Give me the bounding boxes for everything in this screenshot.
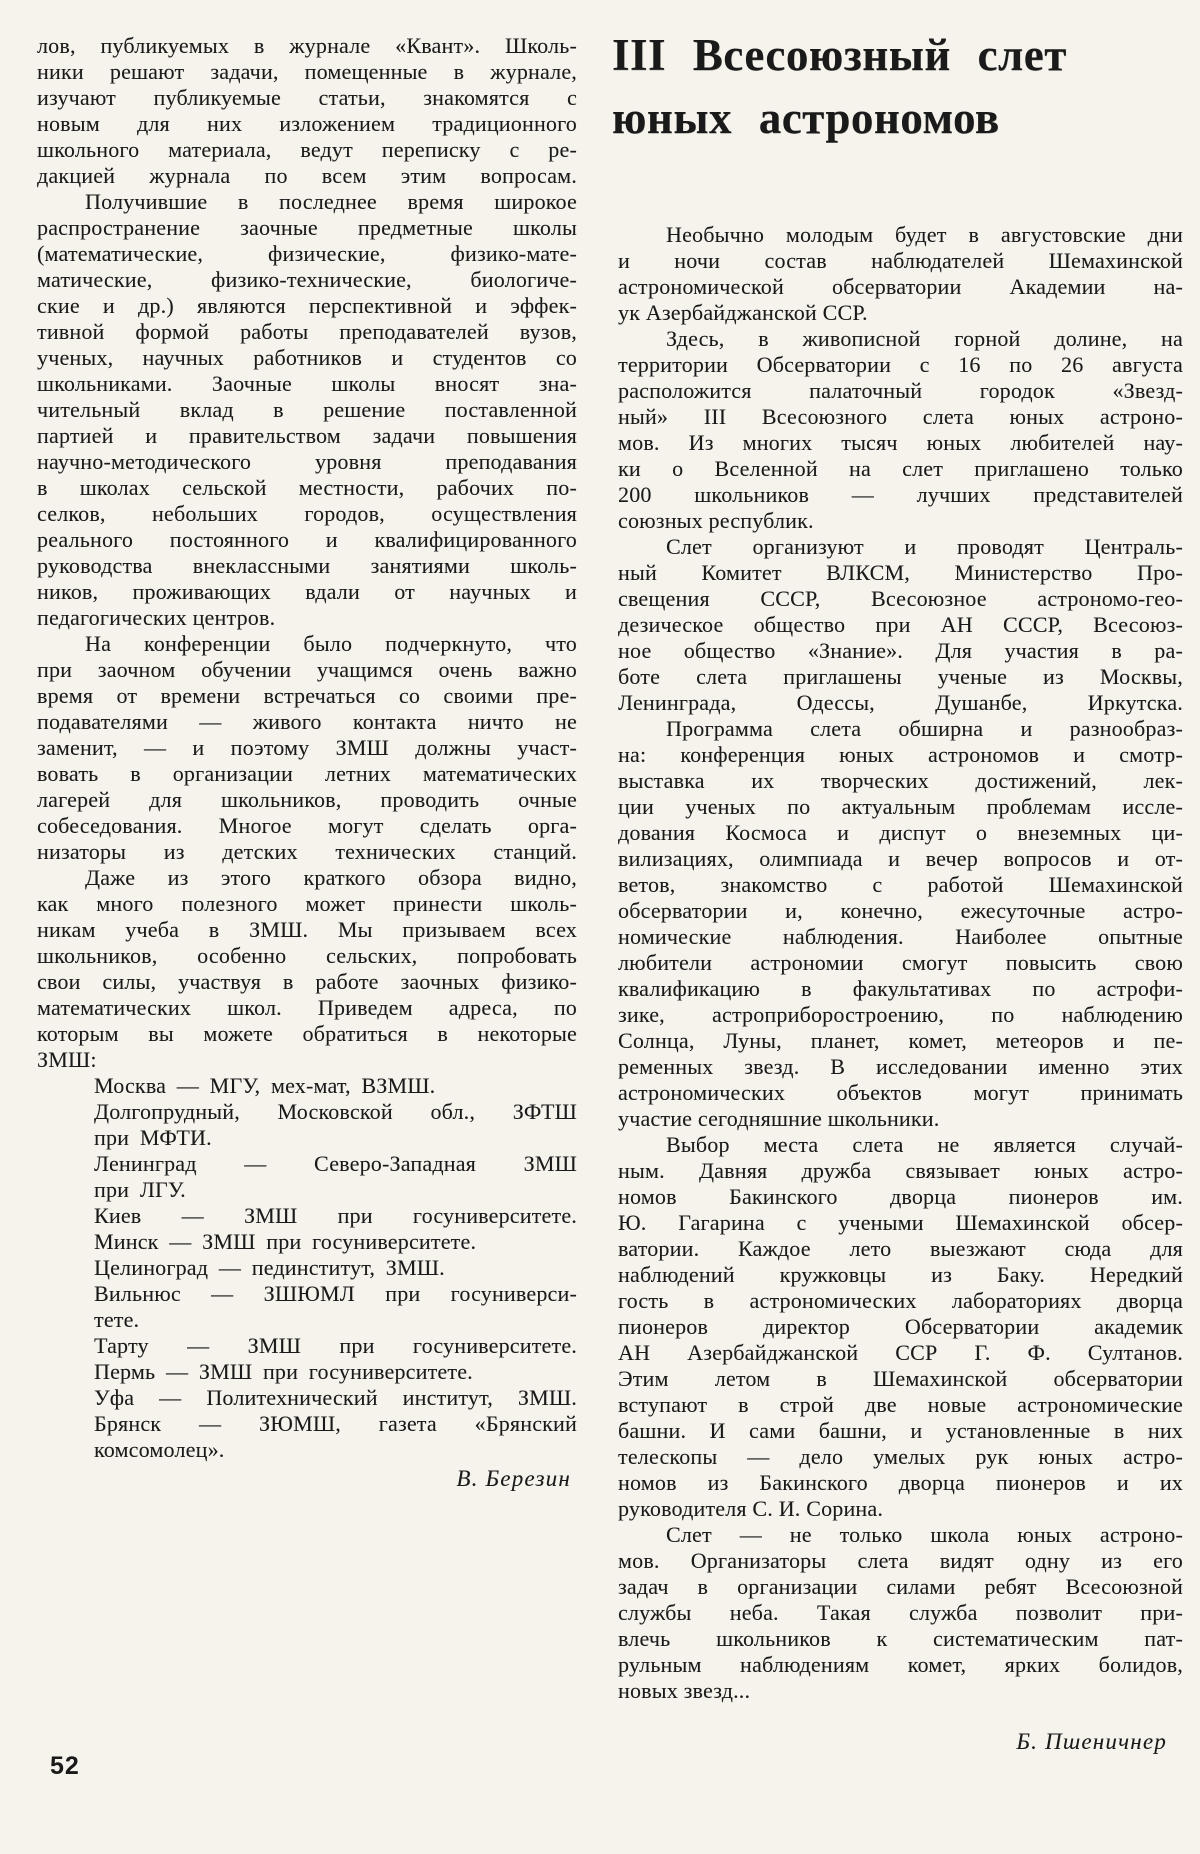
- text-line: чительный вклад в решение поставленной: [37, 397, 577, 422]
- text-line: при МФТИ.: [94, 1125, 212, 1150]
- paragraph: [618, 326, 1183, 534]
- text-line: Выбор места слета не является случай-: [666, 1132, 1183, 1157]
- text-line: дакцией журнала по всем этим вопросам.: [37, 163, 577, 188]
- paragraph: [37, 189, 577, 631]
- text-line: низаторы из детских технических станций.: [37, 839, 577, 864]
- text-line: Вильнюс — ЗШЮМЛ при госуниверси-: [94, 1281, 577, 1306]
- text-line: мов. Из многих тысяч юных любителей нау-: [618, 430, 1183, 455]
- text-line: задач в организации силами ребят Всесоюзной: [618, 1574, 1183, 1599]
- text-line: ученых, научных работников и студентов со: [37, 345, 577, 370]
- text-line: при заочном обучении учащимся очень важно: [37, 657, 577, 682]
- article-title-line: III Всесоюзный слет: [612, 30, 1067, 80]
- text-line: 200 школьников — лучших представителей: [618, 482, 1183, 507]
- text-line: научно-методического уровня преподавания: [37, 449, 577, 474]
- text-line: педагогических центров.: [37, 605, 276, 630]
- address-block: [37, 1073, 577, 1463]
- text-line: руководителя С. И. Сорина.: [618, 1496, 884, 1521]
- text-line: подавателями — живого контакта ничто не: [37, 709, 577, 734]
- text-line: в школах сельской местности, рабочих по-: [37, 475, 577, 500]
- text-line: новым для них изложением традиционного: [37, 111, 577, 136]
- text-line: участие сегодняшние школьники.: [618, 1106, 940, 1131]
- text-line: собеседования. Многое могут сделать орга-: [37, 813, 577, 838]
- left-column: [37, 33, 577, 1493]
- text-line: выставка их творческих достижений, лек-: [618, 768, 1183, 793]
- text-line: дезическое общество при АН СССР, Всесоюз-: [618, 612, 1183, 637]
- text-line: Слет — не только школа юных астроно-: [666, 1522, 1183, 1547]
- text-line: Слет организуют и проводят Централь-: [666, 534, 1183, 559]
- paragraph: [618, 534, 1183, 716]
- text-line: и ночи состав наблюдателей Шемахинской: [618, 248, 1183, 273]
- text-line: ным. Давняя дружба связывает юных астро-: [618, 1158, 1183, 1183]
- article-title: [612, 24, 1197, 150]
- text-line: На конференции было подчеркнуто, что: [85, 631, 577, 656]
- text-line: боте слета приглашены ученые из Москвы,: [618, 664, 1183, 689]
- text-line: территории Обсерватории с 16 по 26 августа: [618, 352, 1183, 377]
- text-line: школьного материала, ведут переписку с ре-: [37, 137, 577, 162]
- paragraph: [618, 222, 1183, 326]
- text-line: ников, проживающих вдали от научных и: [37, 579, 577, 604]
- text-line: номические наблюдения. Наиболее опытные: [618, 924, 1183, 949]
- text-line: гость в астрономических лабораториях дворца: [618, 1288, 1183, 1313]
- text-line: союзных республик.: [618, 508, 814, 533]
- text-line: пионеров директор Обсерватории академик: [618, 1314, 1183, 1339]
- text-line: башни. И сами башни, и установленные в них: [618, 1418, 1183, 1443]
- text-line: распространение заочные предметные школы: [37, 215, 577, 240]
- text-line: лов, публикуемых в журнале «Квант». Школь-: [37, 33, 577, 58]
- text-line: номов из Бакинского дворца пионеров и их: [618, 1470, 1183, 1495]
- text-line: зике, астроприборостроению, по наблюдению: [618, 1002, 1183, 1027]
- text-line: ции ученых по актуальным проблемам иссле-: [618, 794, 1183, 819]
- text-line: школьников, особенно сельских, попробовать: [37, 943, 577, 968]
- left-column-text: [37, 33, 577, 1463]
- text-line: Получившие в последнее время широкое: [85, 189, 577, 214]
- text-line: Ленинград — Северо-Западная ЗМШ: [94, 1151, 577, 1176]
- text-line: партией и правительством задачи повышения: [37, 423, 577, 448]
- text-line: комсомолец».: [94, 1437, 225, 1462]
- text-line: астрономических объектов могут принимать: [618, 1080, 1183, 1105]
- text-line: Уфа — Политехнический институт, ЗМШ.: [94, 1385, 577, 1410]
- text-line: Солнца, Луны, планет, комет, метеоров и пе-: [618, 1028, 1183, 1053]
- text-line: Ю. Гагарина с учеными Шемахинской обсер-: [618, 1210, 1183, 1235]
- text-line: математических школ. Приведем адреса, по: [37, 995, 577, 1020]
- paragraph: [37, 33, 577, 189]
- text-line: АН Азербайджанской ССР Г. Ф. Султанов.: [618, 1340, 1183, 1365]
- text-line: Необычно молодым будет в августовские дни: [666, 222, 1183, 247]
- text-line: ук Азербайджанской ССР.: [618, 300, 868, 325]
- text-line: тете.: [94, 1307, 140, 1332]
- text-line: изучают публикуемые статьи, знакомятся с: [37, 85, 577, 110]
- text-line: реального постоянного и квалифицированного: [37, 527, 577, 552]
- text-line: Здесь, в живописной горной долине, на: [666, 326, 1183, 351]
- text-line: ветов, знакомство с работой Шемахинской: [618, 872, 1183, 897]
- text-line: расположится палаточный городок «Звезд-: [618, 378, 1183, 403]
- text-line: Пермь — ЗМШ при госуниверситете.: [94, 1359, 473, 1384]
- text-line: астрономической обсерватории Академии на-: [618, 274, 1183, 299]
- text-line: заменит, — и поэтому ЗМШ должны участ-: [37, 735, 577, 760]
- text-line: влечь школьников к систематическим пат-: [618, 1626, 1183, 1651]
- paragraph: [618, 1522, 1183, 1704]
- text-line: никам учеба в ЗМШ. Мы призываем всех: [37, 917, 577, 942]
- text-line: школьниками. Заочные школы вносят зна-: [37, 371, 577, 396]
- text-line: службы неба. Такая служба позволит при-: [618, 1600, 1183, 1625]
- text-line: Тарту — ЗМШ при госуниверситете.: [94, 1333, 577, 1358]
- paragraph: [37, 865, 577, 1073]
- text-line: Целиноград — пединститут, ЗМШ.: [94, 1255, 445, 1280]
- paragraph: [37, 631, 577, 865]
- right-column-text: [618, 222, 1183, 1704]
- text-line: (математические, физические, физико-мате-: [37, 241, 577, 266]
- text-line: дования Космоса и диспут о внеземных ци-: [618, 820, 1183, 845]
- text-line: ки о Вселенной на слет приглашено только: [618, 456, 1183, 481]
- right-column: [618, 222, 1183, 1756]
- text-line: Киев — ЗМШ при госуниверситете.: [94, 1203, 577, 1228]
- text-line: ники решают задачи, помещенные в журнале,: [37, 59, 577, 84]
- text-line: ное общество «Знание». Для участия в ра-: [618, 638, 1183, 663]
- text-line: матические, физико-технические, биологиче-: [37, 267, 577, 292]
- text-line: как много полезного может принести школь-: [37, 891, 577, 916]
- text-line: ЗМШ:: [37, 1047, 97, 1072]
- text-line: номов Бакинского дворца пионеров им.: [618, 1184, 1183, 1209]
- text-line: Ленинграда, Одессы, Душанбе, Иркутска.: [618, 690, 1183, 715]
- text-line: любители астрономии смогут повысить свою: [618, 950, 1183, 975]
- text-line: ские и др.) являются перспективной и эффек-: [37, 293, 577, 318]
- text-line: вступают в строй две новые астрономические: [618, 1392, 1183, 1417]
- text-line: Этим летом в Шемахинской обсерватории: [618, 1366, 1183, 1391]
- text-line: ный» III Всесоюзного слета юных астроно-: [618, 404, 1183, 429]
- text-line: которым вы можете обратиться в некоторые: [37, 1021, 577, 1046]
- text-line: телескопы — дело умелых рук юных астро-: [618, 1444, 1183, 1469]
- text-line: при ЛГУ.: [94, 1177, 186, 1202]
- text-line: вилизациях, олимпиада и вечер вопросов и от-: [618, 846, 1183, 871]
- text-line: руководства внеклассными занятиями школь-: [37, 553, 577, 578]
- text-line: Москва — МГУ, мех-мат, ВЗМШ.: [94, 1073, 436, 1098]
- text-line: Минск — ЗМШ при госуниверситете.: [94, 1229, 477, 1254]
- text-line: тивной формой работы преподавателей вузов,: [37, 319, 577, 344]
- text-line: вовать в организации летних математических: [37, 761, 577, 786]
- text-line: наблюдений кружковцы из Баку. Нередкий: [618, 1262, 1183, 1287]
- text-line: ный Комитет ВЛКСМ, Министерство Про-: [618, 560, 1183, 585]
- text-line: время от времени встречаться со своими пре-: [37, 683, 577, 708]
- text-line: Даже из этого краткого обзора видно,: [85, 865, 577, 890]
- text-line: рульным наблюдениям комет, ярких болидов,: [618, 1652, 1183, 1677]
- text-line: селков, небольших городов, осуществления: [37, 501, 577, 526]
- paragraph: [618, 716, 1183, 1132]
- text-line: на: конференция юных астрономов и смотр-: [618, 742, 1183, 767]
- text-line: квалификацию в факультативах по астрофи-: [618, 976, 1183, 1001]
- author-signature: В. Березин: [456, 1466, 571, 1491]
- text-line: ременных звезд. В исследовании именно этих: [618, 1054, 1183, 1079]
- article-title-line: юных астрономов: [612, 93, 1000, 143]
- text-line: свещения СССР, Всесоюзное астрономо-гео-: [618, 586, 1183, 611]
- page-number: 52: [50, 1752, 80, 1780]
- text-line: обсерватории и, конечно, ежесуточные астро-: [618, 898, 1183, 923]
- text-line: ватории. Каждое лето выезжают сюда для: [618, 1236, 1183, 1261]
- text-line: свои силы, участвуя в работе заочных физико-: [37, 969, 577, 994]
- text-line: мов. Организаторы слета видят одну из его: [618, 1548, 1183, 1573]
- text-line: новых звезд...: [618, 1678, 751, 1703]
- text-line: Брянск — ЗЮМШ, газета «Брянский: [94, 1411, 577, 1436]
- text-line: Долгопрудный, Московской обл., ЗФТШ: [94, 1099, 577, 1124]
- paragraph: [618, 1132, 1183, 1522]
- author-signature: Б. Пшеничнер: [1016, 1729, 1167, 1754]
- text-line: лагерей для школьников, проводить очные: [37, 787, 577, 812]
- text-line: Программа слета обширна и разнообраз-: [666, 716, 1183, 741]
